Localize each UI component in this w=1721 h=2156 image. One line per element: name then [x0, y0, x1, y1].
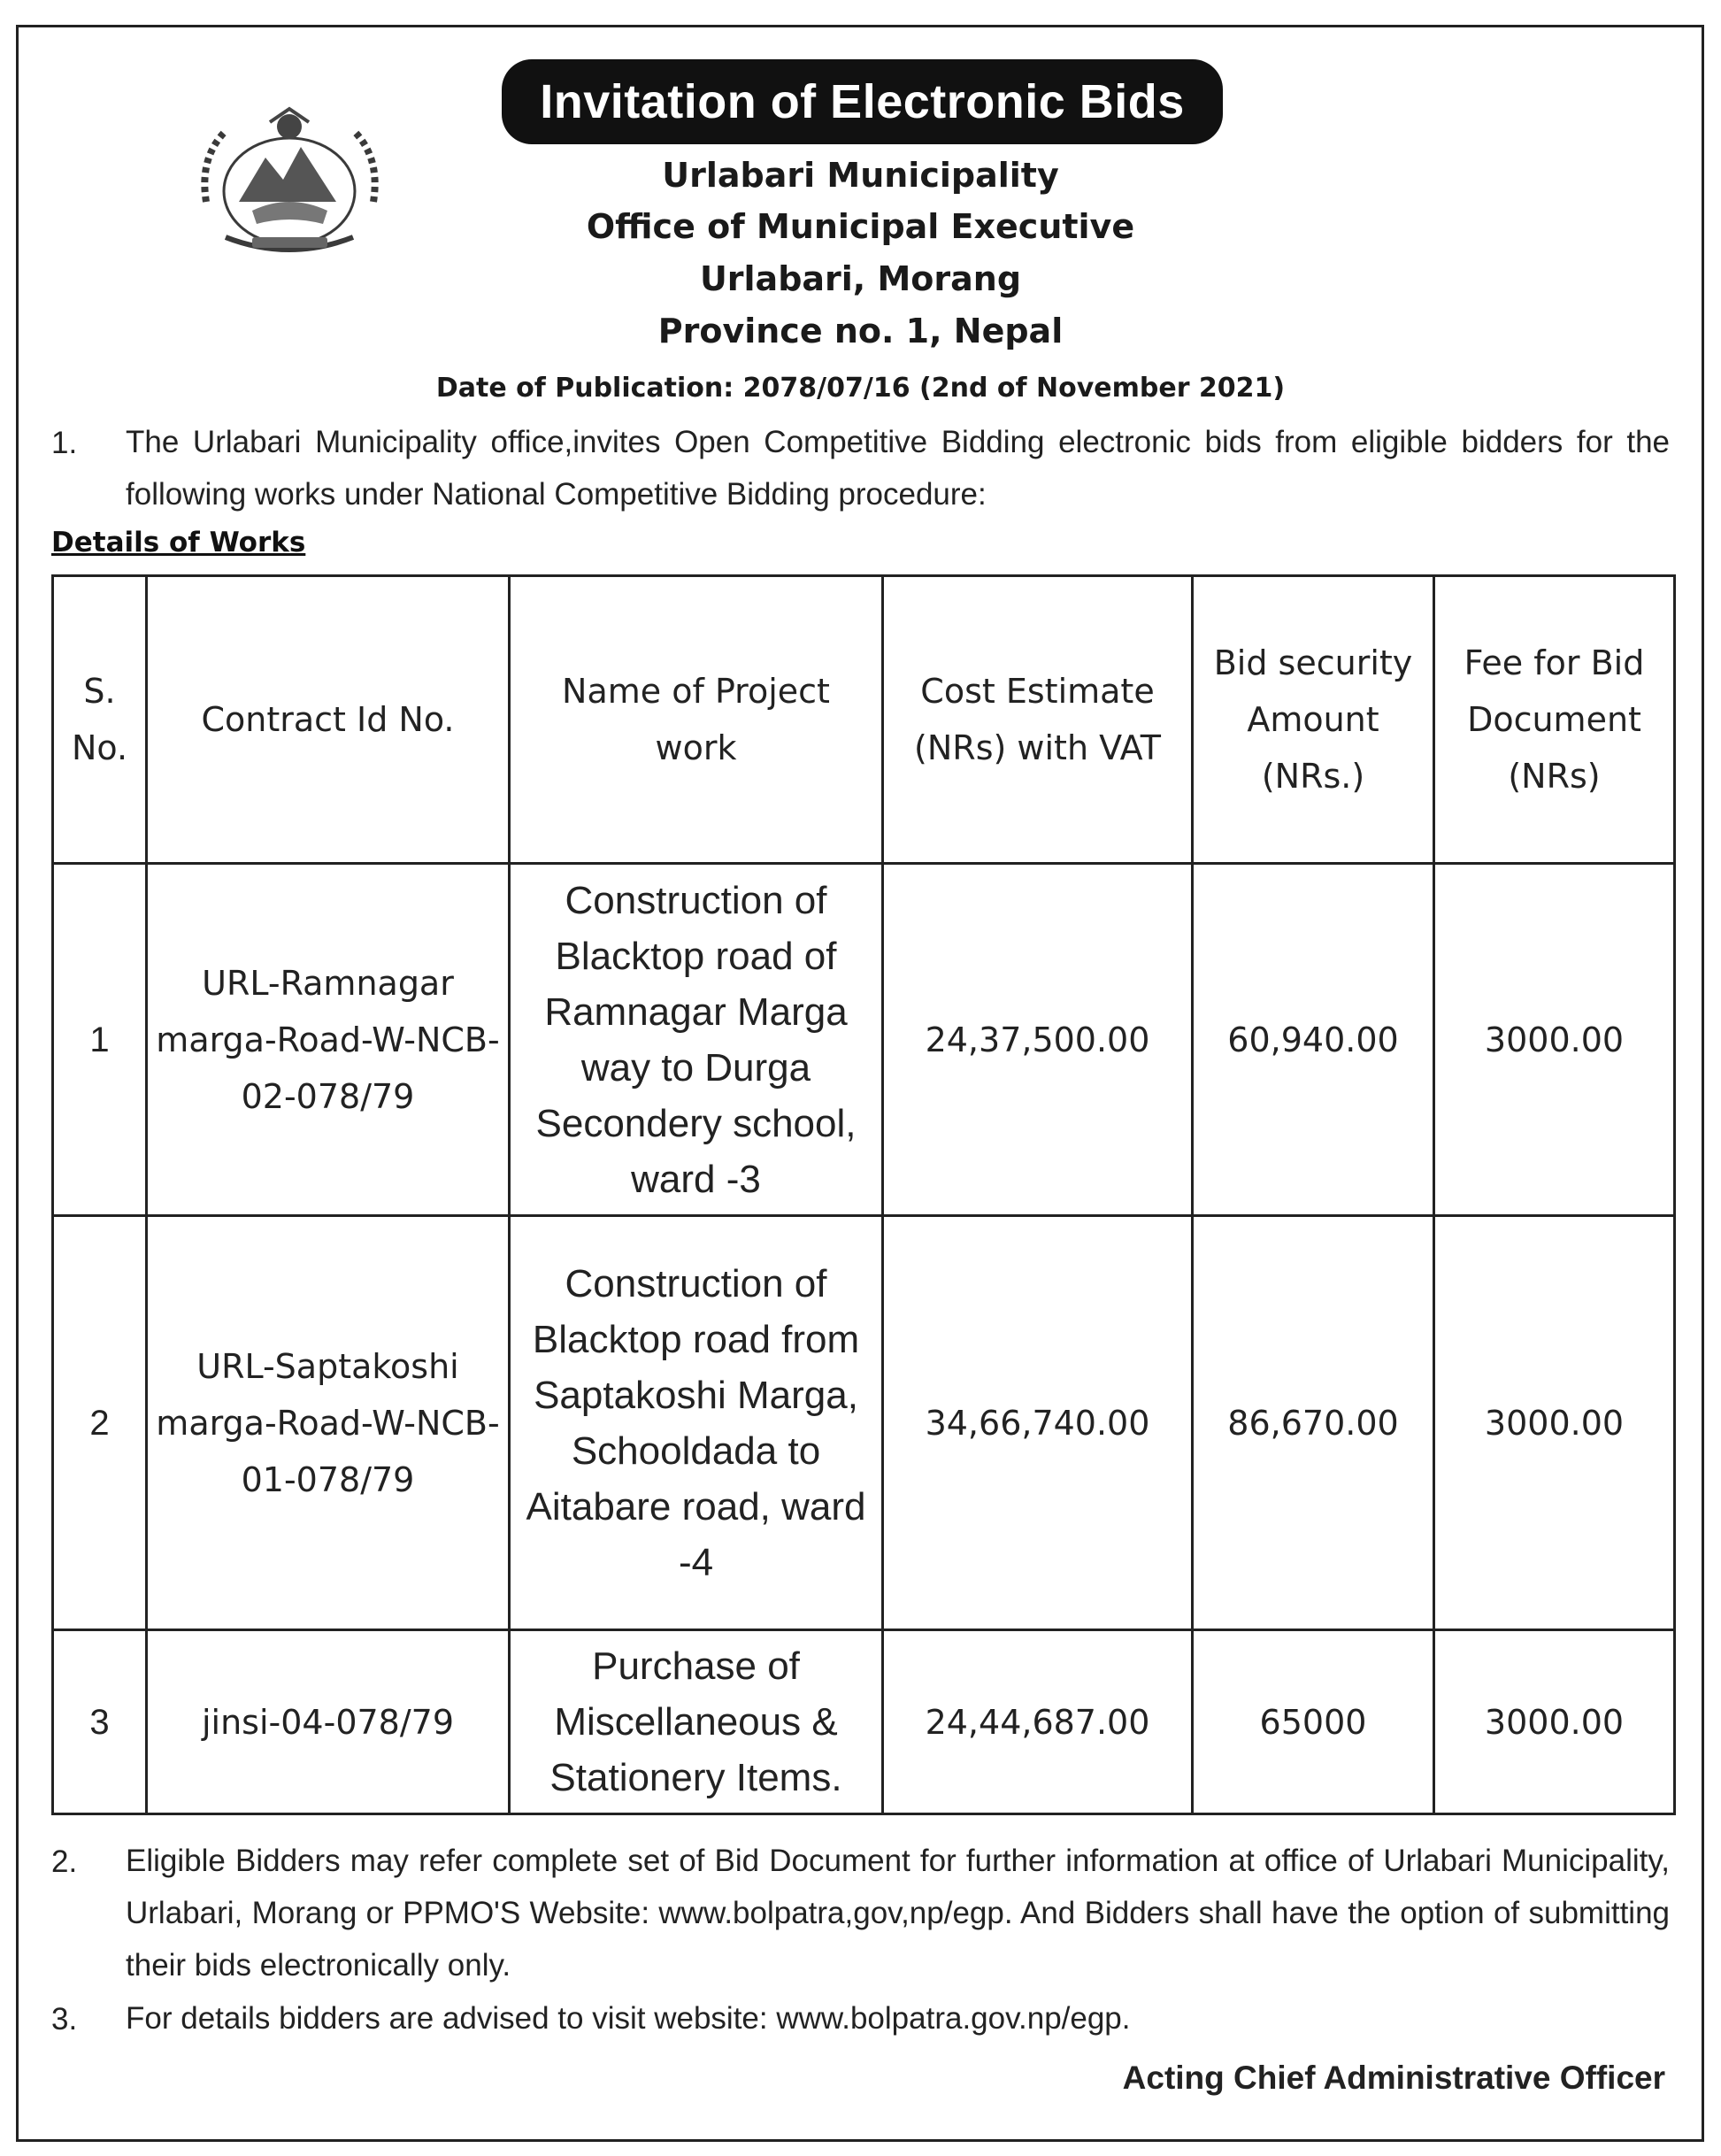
table-row	[53, 1216, 1675, 1630]
header-bid-security: Bid security Amount (NRs.)	[1193, 576, 1434, 864]
header-contract-id: Contract Id No.	[147, 576, 510, 864]
cell-cost-estimate: 24,44,687.00	[883, 1630, 1193, 1814]
cell-project-name: Purchase of Miscellaneous & Stationery Items.	[510, 1630, 883, 1814]
item-text: Eligible Bidders may refer complete set of Bid Document for further information at office of Urlabari Municipality, Urlabari, Morang or PPMO'S Website: www.bolpatra,gov,np/egp. And Bidders shall have the option of submitting their bids electronically only.	[126, 1844, 1670, 1983]
works-table	[51, 574, 1676, 1815]
item-number: 1.	[51, 426, 78, 460]
item-number: 2.	[51, 1844, 78, 1879]
notice-title: Invitation of Electronic Bids	[502, 59, 1223, 144]
cell-bid-security: 65000	[1193, 1630, 1434, 1814]
item-number: 3.	[51, 2002, 78, 2037]
cell-bid-security: 60,940.00	[1193, 864, 1434, 1216]
details-heading: Details of Works	[51, 527, 306, 558]
cell-bid-fee: 3000.00	[1434, 864, 1675, 1216]
header-cost-estimate: Cost Estimate (NRs) with VAT	[883, 576, 1193, 864]
publication-date: Date of Publication: 2078/07/16 (2nd of November 2021)	[435, 373, 1286, 404]
header-sno: S. No.	[53, 576, 147, 864]
cell-bid-fee: 3000.00	[1434, 1216, 1675, 1630]
office-location: Urlabari, Morang	[699, 259, 1022, 298]
cell-sno: 1	[53, 864, 147, 1216]
table-row	[53, 864, 1675, 1216]
signatory: Acting Chief Administrative Officer	[1122, 2060, 1665, 2096]
cell-bid-fee: 3000.00	[1434, 1630, 1675, 1814]
cell-contract-id: URL-Saptakoshi marga-Road-W-NCB-01-078/79	[147, 1216, 510, 1630]
cell-cost-estimate: 24,37,500.00	[883, 864, 1193, 1216]
office-province: Province no. 1, Nepal	[657, 312, 1064, 350]
table-header-row	[53, 576, 1675, 864]
item-text: The Urlabari Municipality office,invites Open Competitive Bidding electronic bids from eligible bidders for the following works under National Competitive Bidding procedure:	[126, 425, 1670, 512]
office-name: Urlabari Municipality	[662, 156, 1059, 195]
cell-contract-id: jinsi-04-078/79	[147, 1630, 510, 1814]
cell-sno: 2	[53, 1216, 147, 1630]
cell-contract-id: URL-Ramnagar marga-Road-W-NCB-02-078/79	[147, 864, 510, 1216]
table-row	[53, 1630, 1675, 1814]
cell-project-name: Construction of Blacktop road from Saptakoshi Marga, Schooldada to Aitabare road, ward -4	[510, 1216, 883, 1630]
cell-bid-security: 86,670.00	[1193, 1216, 1434, 1630]
cell-project-name: Construction of Blacktop road of Ramnagar Marga way to Durga Secondery school, ward -3	[510, 864, 883, 1216]
cell-sno: 3	[53, 1630, 147, 1814]
header-bid-fee: Fee for Bid Document (NRs)	[1434, 576, 1675, 864]
cell-cost-estimate: 34,66,740.00	[883, 1216, 1193, 1630]
header-project-name: Name of Project work	[510, 576, 883, 864]
item-text: For details bidders are advised to visit website: www.bolpatra.gov.np/egp.	[126, 2001, 1131, 2036]
office-department: Office of Municipal Executive	[586, 207, 1135, 246]
